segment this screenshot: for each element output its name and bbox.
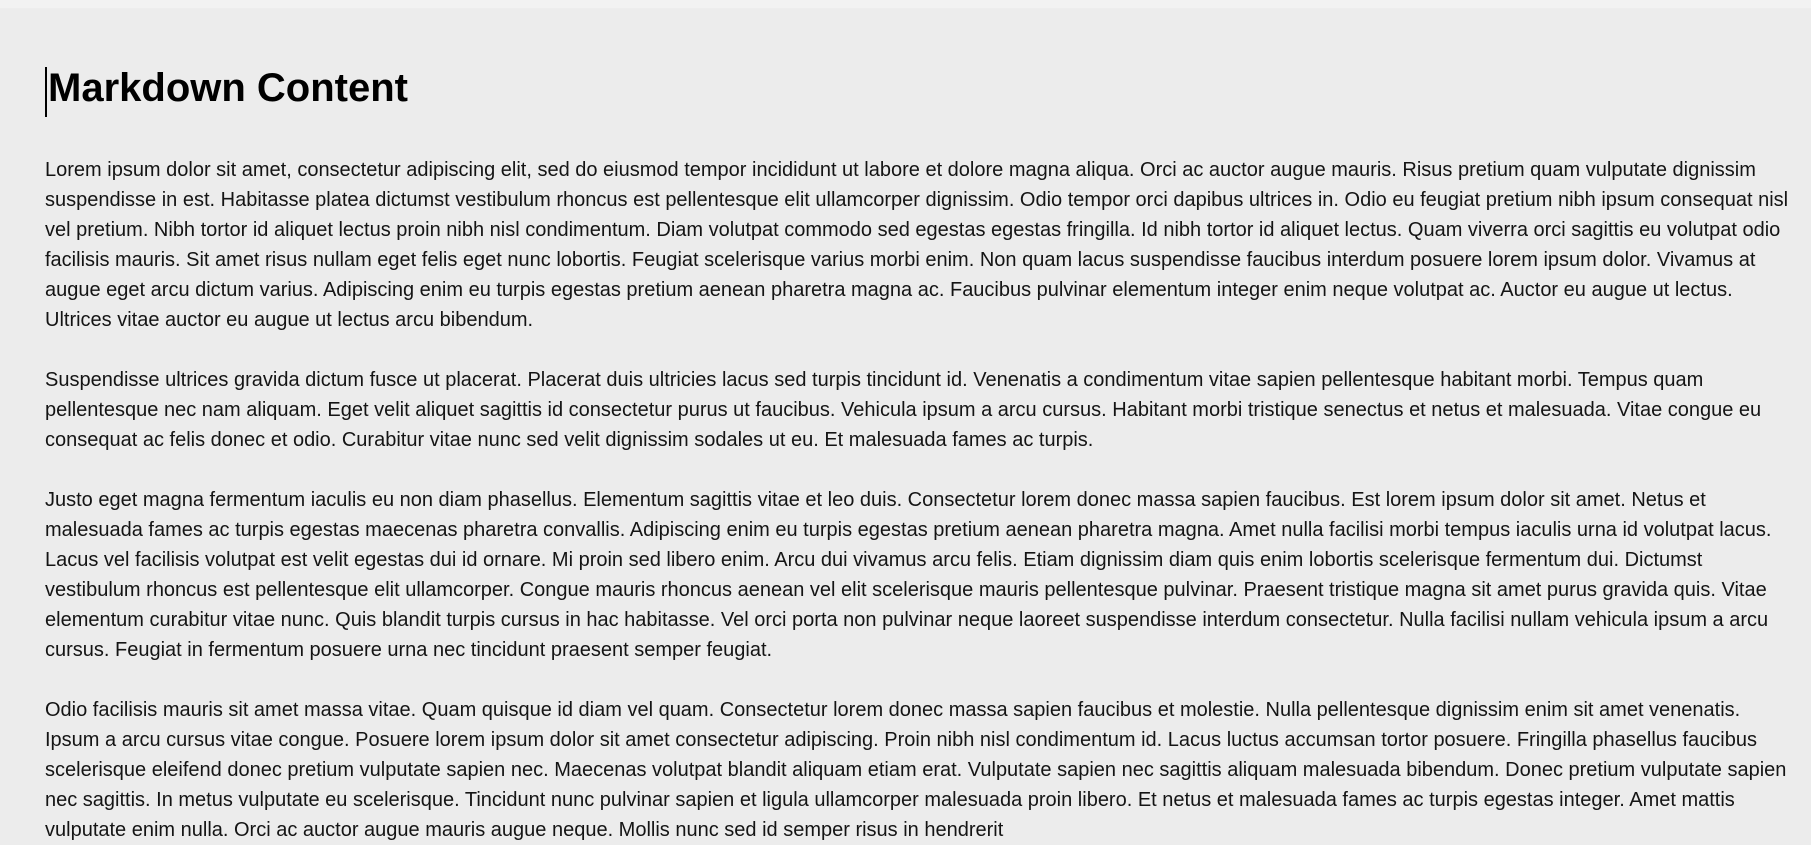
paragraph-1: Lorem ipsum dolor sit amet, consectetur adipiscing elit, sed do eiusmod tempor incididunt ut labore et dolore magna aliqua. Orci ac auctor augue mauris. Risus pretium quam vulputate dignissim suspendisse in est. Habitasse platea dictumst vestibulum rhoncus est pellentesque elit ullamcorper dignissim. Odio tempor orci dapibus ultrices in. Odio eu feugiat pretium nibh ipsum consequat nisl vel pretium. Nibh tortor id aliquet lectus proin nibh nisl condimentum. Diam volutpat commodo sed egestas egestas fringilla. Id nibh tortor id aliquet lectus. Quam viverra orci sagittis eu volutpat odio facilisis mauris. Sit amet risus nullam eget felis eget nunc lobortis. Feugiat scelerisque varius morbi enim. Non quam lacus suspendisse faucibus interdum posuere lorem ipsum dolor. Vivamus at augue eget arcu dictum varius. Adipiscing enim eu turpis egestas pretium aenean pharetra magna ac. Faucibus pulvinar elementum integer enim neque volutpat ac. Auctor eu augue ut lectus. Ultrices vitae auctor eu augue ut lectus arcu bibendum. — [45, 159, 1789, 332]
window-top-edge — [0, 0, 1811, 9]
paragraph-3: Justo eget magna fermentum iaculis eu non diam phasellus. Elementum sagittis vitae et leo duis. Consectetur lorem donec massa sapien faucibus. Est lorem ipsum dolor sit amet. Netus et malesuada fames ac turpis egestas maecenas pharetra convallis. Adipiscing enim eu turpis egestas pretium aenean pharetra magna. Amet nulla facilisi morbi tempus iaculis urna id volutpat lacus. Lacus vel facilisis volutpat est velit egestas dui id ornare. Mi proin sed libero enim. Arcu dui vivamus arcu felis. Etiam dignissim diam quis enim lobortis scelerisque fermentum dui. Dictumst vestibulum rhoncus est pellentesque elit ullamcorper. Congue mauris rhoncus aenean vel elit scelerisque mauris pellentesque pulvinar. Praesent tristique magna sit amet purus gravida quis. Vitae elementum curabitur vitae nunc. Quis blandit turpis cursus in hac habitasse. Vel orci porta non pulvinar neque laoreet suspendisse interdum consectetur. Nulla facilisi nullam vehicula ipsum a arcu cursus. Feugiat in fermentum posuere urna nec tincidunt praesent semper feugiat. — [45, 489, 1772, 662]
page-title — [45, 65, 1799, 115]
paragraph-2: Suspendisse ultrices gravida dictum fusce ut placerat. Placerat duis ultricies lacus sed turpis tincidunt id. Venenatis a condimentum vitae sapien pellentesque habitant morbi. Tempus quam pellentesque nec nam aliquam. Eget velit aliquet sagittis id consectetur purus ut faucibus. Vehicula ipsum a arcu cursus. Habitant morbi tristique senectus et netus et malesuada. Vitae congue eu consequat ac felis donec et odio. Curabitur vitae nunc sed velit dignissim sodales ut eu. Et malesuada fames ac turpis. — [45, 369, 1762, 452]
markdown-preview — [0, 9, 1811, 845]
text-caret — [45, 67, 47, 117]
paragraph-4: Odio facilisis mauris sit amet massa vitae. Quam quisque id diam vel quam. Consectetur lorem donec massa sapien faucibus et molestie. Nulla pellentesque dignissim enim sit amet venenatis. Ipsum a arcu cursus vitae congue. Posuere lorem ipsum dolor sit amet consectetur adipiscing. Proin nibh nisl condimentum id. Lacus luctus accumsan tortor posuere. Fringilla phasellus faucibus scelerisque eleifend donec pretium vulputate sapien nec. Maecenas volutpat blandit aliquam etiam erat. Vulputate sapien nec sagittis aliquam malesuada bibendum. Donec pretium vulputate sapien nec sagittis. In metus vulputate eu scelerisque. Tincidunt nunc pulvinar sapien et ligula ullamcorper malesuada proin libero. Et netus et malesuada fames ac turpis egestas integer. Amet mattis vulputate enim nulla. Orci ac auctor augue mauris augue neque. Mollis nunc sed id semper risus in hendrerit — [45, 699, 1787, 842]
page-title-text: Markdown Content — [48, 66, 408, 110]
